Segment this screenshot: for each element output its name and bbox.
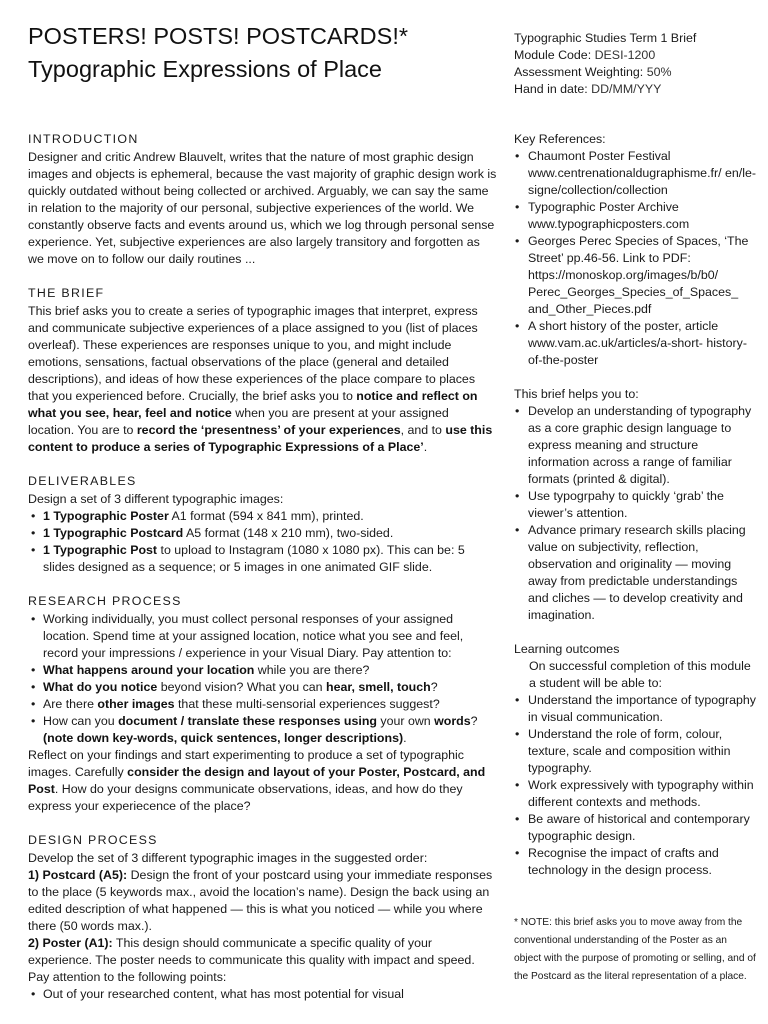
introduction-section: [28, 131, 498, 268]
footnote: * NOTE: this brief asks you to move away from the conventional understanding of the Poster as an object with the purpose of promoting or selling, and of the Postcard as the literal representation of a place.: [514, 917, 756, 982]
research-list: [28, 611, 498, 747]
deliverables-section: [28, 473, 498, 576]
brief-emphasis-2: record the ‘presentness’ of your experiences: [136, 423, 401, 437]
research-emphasis: hear, smell, touch: [326, 680, 431, 694]
deliverable-detail: A5 format (148 x 210 mm), two-sided.: [183, 526, 394, 540]
research-text: ?: [470, 714, 478, 728]
list-item: • Georges Perec Species of Spaces, ‘The Street’ pp.46-56. Link to PDF: https://monoskop.org/images/b/b0/ Perec_Georges_Species_of_Spaces_ and_Other_Pieces.pdf: [514, 233, 756, 318]
design-step-poster: [28, 935, 498, 986]
research-text: ?: [430, 680, 438, 694]
deliverables-list: [28, 508, 498, 576]
research-emphasis: consider the design and layout of your Poster, Postcard, and Post: [28, 765, 486, 796]
research-text: that these multi-sensorial experiences suggest?: [174, 697, 440, 711]
research-heading: RESEARCH PROCESS: [28, 594, 182, 608]
design-step-label: 1) Postcard (A5):: [28, 868, 128, 882]
outcomes-heading: Learning outcomes: [514, 642, 620, 656]
list-item: [28, 679, 498, 696]
design-step-postcard: [28, 867, 498, 935]
research-text: How can you: [43, 714, 119, 728]
research-text: Are there: [43, 697, 98, 711]
brief-text-3: , and to: [400, 423, 446, 437]
main-column: [28, 131, 498, 1020]
references-heading: Key References:: [514, 132, 606, 146]
research-text: . How do your designs communicate observations, ideas, and how do they express your experiecence of the place?: [28, 782, 463, 813]
title-line-1: POSTERS! POSTS! POSTCARDS!*: [28, 23, 408, 49]
weighting-label: Assessment Weighting:: [514, 65, 647, 79]
brief-heading: THE BRIEF: [28, 286, 105, 300]
brief-text-1: This brief asks you to create a series of typographic images that interpret, express and communicate subjective experiences of a place assigned to you (list of places overleaf). These experiences are responses unique to you, and might include emotions, sensations, factual observations of the place (general and detailed descriptions), and ideas of how these experiences of the place compare to places that you experienced before. Crucially, the brief asks you to: [28, 304, 478, 403]
module-code-label: Module Code:: [514, 48, 595, 62]
list-item: • Be aware of historical and contemporary typographic design.: [514, 811, 756, 845]
research-emphasis: document / translate these responses using: [118, 714, 377, 728]
hand-in-label: Hand in date:: [514, 82, 592, 96]
design-heading: DESIGN PROCESS: [28, 833, 158, 847]
brief-body: [28, 303, 498, 456]
research-text: your own: [376, 714, 435, 728]
list-item: [28, 525, 498, 542]
deliverable-name: 1 Typographic Post: [43, 543, 158, 557]
module-code: [514, 47, 754, 64]
helps-heading: This brief helps you to:: [514, 387, 639, 401]
assessment-weighting: [514, 64, 754, 81]
brief-title: Typographic Studies Term 1 Brief: [514, 31, 697, 45]
research-emphasis: other images: [97, 697, 175, 711]
deliverable-detail: to upload to Instagram (1080 x 1080 px). This can be: 5 slides designed as a sequence; or 5 images in one animated GIF slide.: [43, 543, 465, 574]
list-item: • Advance primary research skills placing value on subjectivity, reflection, observation and originality — moving away from predictable understandings and cliches — to develop creativity and imagination.: [514, 522, 756, 624]
design-list: [28, 986, 498, 1003]
research-reflection: [28, 747, 498, 815]
list-item: • Typographic Poster Archive www.typographicposters.com: [514, 199, 756, 233]
research-text: while you are there?: [254, 663, 370, 677]
research-emphasis: What happens around your location: [43, 663, 255, 677]
list-item: [28, 508, 498, 525]
list-item: [28, 662, 498, 679]
hand-in-value: DD/MM/YYY: [591, 82, 662, 96]
research-section: [28, 593, 498, 815]
weighting-value: 50%: [646, 65, 672, 79]
brief-text-4: .: [423, 440, 428, 454]
list-item: [28, 542, 498, 576]
list-item: • Use typogrpahy to quickly ‘grab’ the viewer’s attention.: [514, 488, 756, 522]
brief-text-2: when you are present at your assigned location. You are to: [28, 406, 449, 437]
hand-in-date: [514, 81, 754, 98]
design-section: [28, 832, 498, 1003]
outcomes-section: [514, 641, 756, 879]
design-step-label: 2) Poster (A1):: [28, 936, 113, 950]
deliverables-heading: DELIVERABLES: [28, 474, 137, 488]
brief-meta: [514, 30, 754, 98]
list-item: • Understand the importance of typography in visual communication.: [514, 692, 756, 726]
brief-emphasis-1: notice and reflect on what you see, hear, feel and notice: [28, 389, 478, 420]
outcomes-list: [514, 692, 756, 879]
list-item: • Understand the role of form, colour, texture, scale and composition within typography.: [514, 726, 756, 777]
research-emphasis: words: [434, 714, 471, 728]
list-item: • Working individually, you must collect personal responses of your assigned location. Spend time at your assigned location, notice what you see and feel, record your impressions / experience in your Visual Diary. Pay attention to:: [28, 611, 498, 662]
deliverable-name: 1 Typographic Postcard: [43, 526, 184, 540]
deliverable-detail: A1 format (594 x 841 mm), printed.: [168, 509, 364, 523]
module-code-value: DESI-1200: [594, 48, 656, 62]
list-item: • Out of your researched content, what has most potential for visual: [28, 986, 498, 1003]
design-step-text: This design should communicate a specific quality of your experience. The poster needs to communicate this quality with impact and speed. Pay attention to the following points:: [28, 936, 475, 984]
design-intro: Develop the set of 3 different typographic images in the suggested order:: [28, 851, 428, 865]
deliverable-name: 1 Typographic Poster: [43, 509, 169, 523]
research-text: beyond vision? What you can: [157, 680, 327, 694]
list-item: • Chaumont Poster Festival www.centrenationaldugraphisme.fr/ en/le-signe/collection/collection: [514, 148, 756, 199]
list-item: [28, 713, 498, 747]
helps-list: [514, 403, 756, 624]
list-item: • Develop an understanding of typography as a core graphic design language to express meaning and structure information across a range of familiar formats (printed & digital).: [514, 403, 756, 488]
page-title: [28, 20, 498, 86]
title-line-2: Typographic Expressions of Place: [28, 56, 382, 82]
references-list: [514, 148, 756, 369]
helps-section: [514, 386, 756, 624]
brief-section: [28, 285, 498, 456]
list-item: • A short history of the poster, article www.vam.ac.uk/articles/a-short- history-of-the-poster: [514, 318, 756, 369]
list-item: • Recognise the impact of crafts and technology in the design process.: [514, 845, 756, 879]
introduction-body: Designer and critic Andrew Blauvelt, writes that the nature of most graphic design images and objects is ephemeral, because the vast majority of graphic design work is quickly outdated without being collected or archived. Arguably, we can say the same in relation to the majority of our personal, subjective experiences of the world. We constantly observe facts and events around us, which we log through personal sense experience. Yet, subjective experiences are also largely transitory and forgotten as we move on to follow our daily routines ...: [28, 150, 497, 266]
research-text: Reflect on your findings and start experimenting to produce a set of typographic images. Carefully: [28, 748, 464, 779]
research-text: .: [403, 731, 407, 745]
deliverables-intro: Design a set of 3 different typographic images:: [28, 492, 284, 506]
list-item: • Work expressively with typography within different contexts and methods.: [514, 777, 756, 811]
introduction-heading: INTRODUCTION: [28, 132, 139, 146]
design-step-text: Design the front of your postcard using your immediate responses to the place (5 keywords max., avoid the location’s name). Design the back using an edited description of what happened — this is what you noticed — while you where there (50 words max.).: [28, 868, 493, 933]
brief-emphasis-3: use this content to produce a series of Typographic Expressions of a Place’: [28, 423, 493, 454]
research-emphasis: What do you notice: [43, 680, 158, 694]
list-item: [28, 696, 498, 713]
side-column: [514, 131, 756, 896]
outcomes-intro: On successful completion of this module a student will be able to:: [529, 659, 751, 690]
research-emphasis: (note down key-words, quick sentences, longer descriptions): [43, 731, 404, 745]
references-section: [514, 131, 756, 369]
